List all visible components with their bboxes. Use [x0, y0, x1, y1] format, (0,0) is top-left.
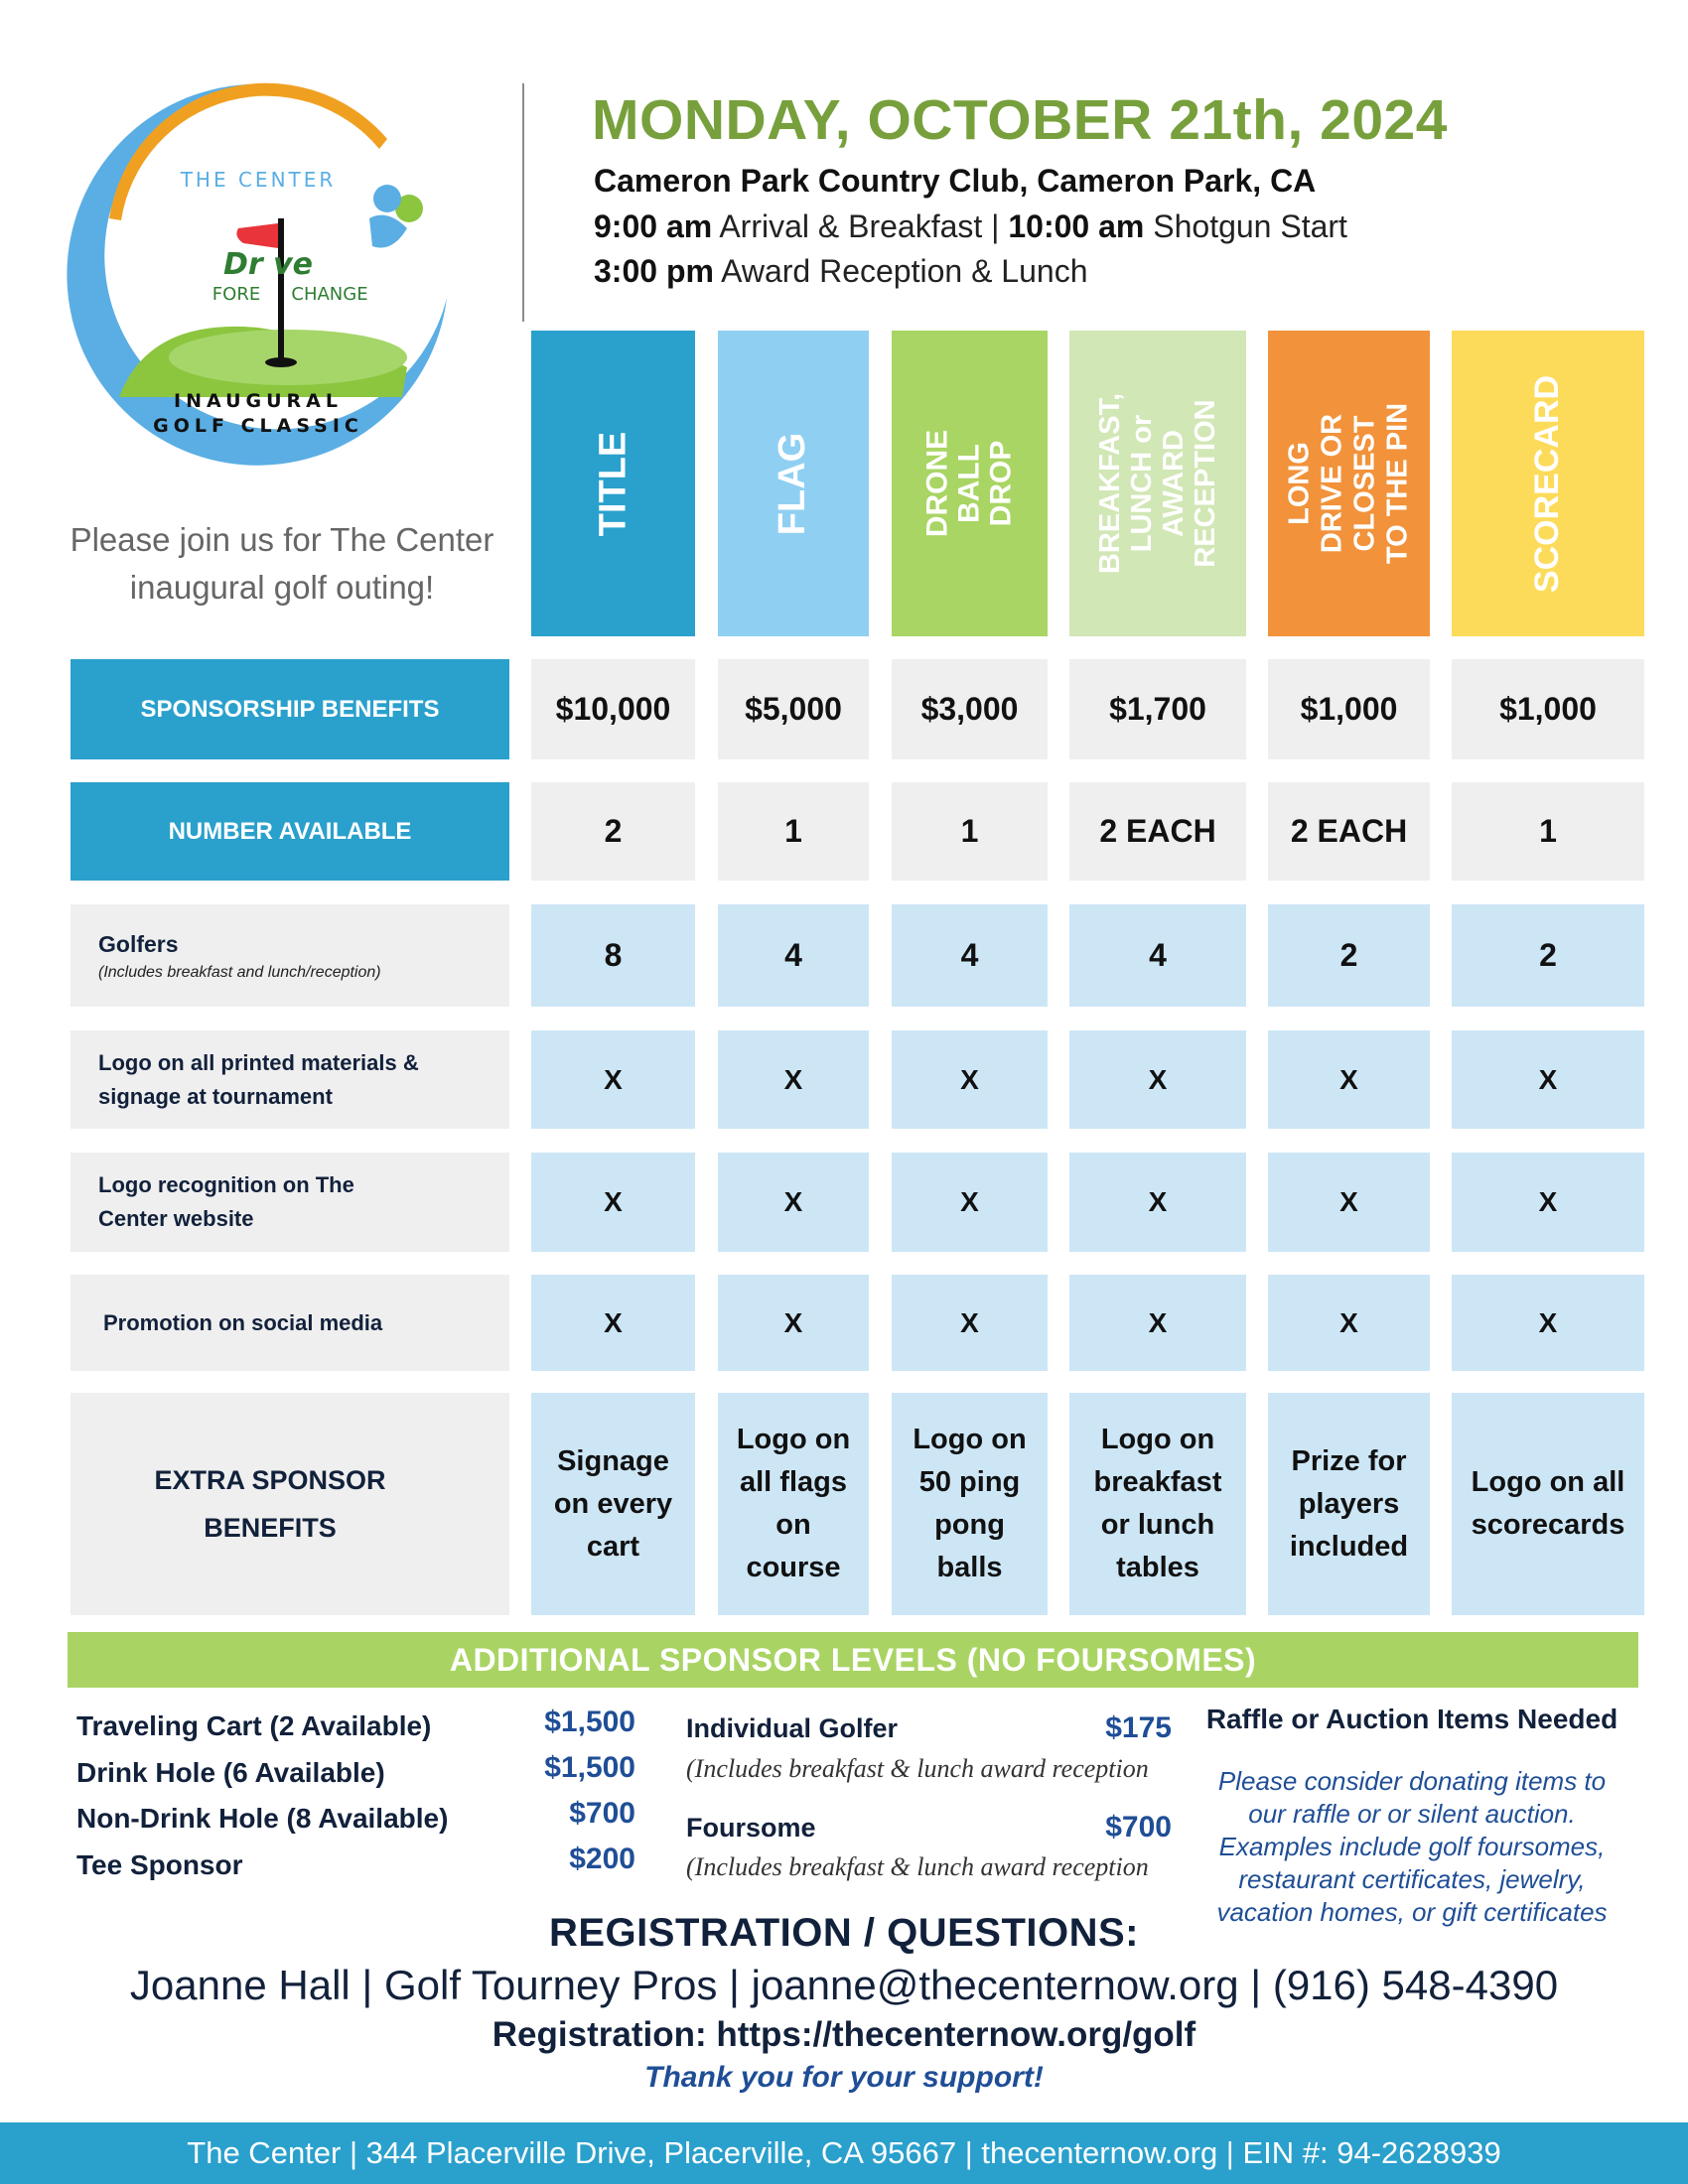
price-cell: $3,000 [892, 659, 1048, 759]
logo-printed-label-2: signage at tournament [98, 1083, 333, 1109]
row-label-golfers [70, 904, 509, 1007]
logo-line1: INAUGURAL [174, 390, 343, 412]
foursome-price: $700 [1105, 1811, 1172, 1843]
logo-printed-cell: X [718, 1030, 869, 1129]
available-cell: 1 [718, 782, 869, 881]
raffle-line: Examples include golf foursomes, [1218, 1832, 1606, 1861]
extra-benefit-cell [531, 1393, 695, 1615]
add-item-price: $700 [569, 1797, 635, 1830]
row-label-logo-web [70, 1153, 509, 1252]
level-header-scorecard [1452, 331, 1644, 636]
logo-line2: GOLF CLASSIC [153, 415, 363, 437]
row-label-available: NUMBER AVAILABLE [70, 782, 509, 881]
add-item-label: Tee Sponsor [76, 1849, 243, 1880]
individual-golfer-label: Individual Golfer [686, 1713, 899, 1743]
available-cell: 2 [531, 782, 695, 881]
logo-web-cell: X [1452, 1153, 1644, 1252]
social-cell: X [1452, 1275, 1644, 1371]
add-item-price: $1,500 [544, 1751, 635, 1784]
individual-golfer-price: $175 [1105, 1711, 1172, 1744]
level-header-title [531, 331, 695, 636]
event-arrival: Arrival & Breakfast | [712, 208, 1009, 244]
footer-text: The Center | 344 Placerville Drive, Placerville, CA 95667 | thecenternow.org | EIN #: 94-2628939 [187, 2135, 1501, 2170]
event-shotgun: Shotgun Start [1144, 208, 1347, 244]
level-name-title: TITLE [591, 431, 633, 536]
registration-title: REGISTRATION / QUESTIONS: [548, 1911, 1139, 1955]
logo-printed-cell: X [1452, 1030, 1644, 1129]
level-name-scorecard: SCORECARD [1528, 374, 1567, 593]
add-item-label: Drink Hole (6 Available) [76, 1757, 385, 1788]
extra-label-1: EXTRA SPONSOR [154, 1465, 386, 1495]
raffle-line: restaurant certificates, jewelry, [1238, 1864, 1586, 1894]
extra-benefit-line: on every [553, 1487, 673, 1520]
logo-web-label-2: Center website [98, 1206, 254, 1231]
registration-url[interactable]: Registration: https://thecenternow.org/golf [492, 2015, 1196, 2054]
extra-label-2: BENEFITS [204, 1513, 337, 1543]
individual-golfer-note: (Includes breakfast & lunch award reception [686, 1754, 1149, 1783]
level-header-longdrive [1268, 331, 1430, 636]
extra-benefit-line: course [746, 1552, 841, 1583]
extra-benefit-line: scorecards [1471, 1509, 1625, 1541]
extra-benefit-line: pong [934, 1509, 1005, 1541]
schedule-line-2 [594, 253, 1087, 290]
extra-benefit-line: players [1298, 1487, 1400, 1520]
registration-contact: Joanne Hall | Golf Tourney Pros | joanne@thecenternow.org | (916) 548-4390 [129, 1962, 1559, 2008]
golfers-note: (Includes breakfast and lunch/reception) [98, 963, 381, 981]
logo-web-cell: X [531, 1153, 695, 1252]
logo-web-cell: X [1268, 1153, 1430, 1252]
raffle-title: Raffle or Auction Items Needed [1205, 1704, 1618, 1734]
golfers-cell: 4 [1069, 904, 1246, 1007]
extra-benefit-line: Logo on [1100, 1424, 1215, 1455]
extra-benefit-cell [1069, 1393, 1246, 1615]
header-divider [522, 83, 524, 322]
level-name-flag: FLAG [772, 432, 814, 535]
extra-benefit-line: Logo on [913, 1424, 1027, 1455]
golfers-cell: 4 [892, 904, 1048, 1007]
raffle-line: our raffle or or silent auction. [1248, 1799, 1576, 1829]
event-date: MONDAY, OCTOBER 21th, 2024 [592, 88, 1448, 152]
social-cell: X [1069, 1275, 1246, 1371]
row-label-sponsorship: SPONSORSHIP BENEFITS [70, 659, 509, 759]
schedule-line-1 [594, 208, 1347, 245]
logo-drive-text: Dr ve [222, 247, 314, 282]
golfers-label: Golfers [98, 930, 179, 957]
social-cell: X [718, 1275, 869, 1371]
golfers-cell: 2 [1452, 904, 1644, 1007]
extra-benefit-line: breakfast [1093, 1466, 1222, 1498]
footer-bar [0, 2122, 1688, 2184]
logo-fore-text: FORE [211, 284, 261, 305]
time-shotgun: 10:00 am [1008, 208, 1145, 244]
foursome-note: (Includes breakfast & lunch award reception [686, 1852, 1149, 1881]
logo-change-text: CHANGE [291, 284, 368, 305]
price-cell: $1,700 [1069, 659, 1246, 759]
thank-you-text: Thank you for your support! [644, 2061, 1044, 2094]
add-item-price: $200 [569, 1843, 635, 1875]
social-cell: X [531, 1275, 695, 1371]
golfers-cell: 4 [718, 904, 869, 1007]
price-cell: $10,000 [531, 659, 695, 759]
extra-benefit-line: Signage [557, 1444, 669, 1477]
extra-benefit-line: tables [1116, 1552, 1199, 1583]
extra-benefit-line: Logo on all [1471, 1466, 1625, 1498]
logo-printed-label-1: Logo on all printed materials & [98, 1049, 419, 1075]
extra-benefit-line: or lunch [1100, 1509, 1215, 1541]
extra-benefit-cell [1268, 1393, 1430, 1615]
logo-web-cell: X [718, 1153, 869, 1252]
extra-benefit-line: balls [936, 1552, 1003, 1583]
time-reception: 3:00 pm [594, 253, 714, 289]
extra-benefit-line: Prize for [1291, 1444, 1407, 1477]
level-header-breakfast [1069, 331, 1246, 636]
golfers-cell: 8 [531, 904, 695, 1007]
raffle-line: Please consider donating items to [1217, 1766, 1607, 1796]
logo-printed-cell: X [892, 1030, 1048, 1129]
logo-org-text: THE CENTER [180, 168, 337, 192]
social-cell: X [1268, 1275, 1430, 1371]
extra-benefit-line: on [775, 1509, 811, 1541]
additional-levels-banner [68, 1632, 1638, 1688]
extra-benefit-line: all flags [740, 1466, 847, 1498]
time-arrival: 9:00 am [594, 208, 713, 244]
logo-printed-cell: X [1268, 1030, 1430, 1129]
social-cell: X [892, 1275, 1048, 1371]
extra-benefit-line: 50 ping [918, 1466, 1021, 1498]
level-header-flag [718, 331, 869, 636]
additional-levels-title: ADDITIONAL SPONSOR LEVELS (NO FOURSOMES) [449, 1641, 1257, 1678]
level-name-drone: DRONE BALL DROP [920, 429, 1018, 538]
raffle-text [1203, 1765, 1620, 1929]
logo-web-label-1: Logo recognition on The [98, 1172, 354, 1197]
event-venue: Cameron Park Country Club, Cameron Park, CA [594, 163, 1317, 199]
logo-printed-cell: X [531, 1030, 695, 1129]
add-item-price: $1,500 [544, 1706, 635, 1738]
level-name-longdrive: LONG DRIVE OR CLOSEST TO THE PIN [1283, 402, 1414, 565]
extra-benefit-cell [1452, 1393, 1644, 1615]
raffle-line: vacation homes, or gift certificates [1216, 1897, 1608, 1927]
extra-benefit-cell [718, 1393, 869, 1615]
golfers-cell: 2 [1268, 904, 1430, 1007]
level-name-breakfast: BREAKFAST, LUNCH or AWARD RECEPTION [1094, 392, 1222, 575]
intro-text: Please join us for The Center inaugural golf outing! [70, 521, 494, 606]
row-label-extra [70, 1393, 509, 1615]
extra-benefit-line: cart [586, 1530, 640, 1563]
row-label-social: Promotion on social media [70, 1275, 509, 1371]
extra-benefit-line: Logo on [736, 1424, 851, 1455]
available-cell: 1 [1452, 782, 1644, 881]
logo-printed-cell: X [1069, 1030, 1246, 1129]
event-logo [60, 69, 467, 477]
level-header-drone [892, 331, 1048, 636]
foursome-label: Foursome [686, 1813, 816, 1843]
extra-benefit-cell [892, 1393, 1048, 1615]
add-item-label: Traveling Cart (2 Available) [76, 1710, 432, 1741]
event-reception: Award Reception & Lunch [713, 253, 1088, 289]
available-cell: 2 EACH [1069, 782, 1246, 881]
logo-web-cell: X [892, 1153, 1048, 1252]
logo-web-cell: X [1069, 1153, 1246, 1252]
price-cell: $1,000 [1452, 659, 1644, 759]
price-cell: $1,000 [1268, 659, 1430, 759]
add-item-label: Non-Drink Hole (8 Available) [76, 1803, 449, 1834]
row-label-logo-printed [70, 1030, 509, 1129]
available-cell: 2 EACH [1268, 782, 1430, 881]
available-cell: 1 [892, 782, 1048, 881]
price-cell: $5,000 [718, 659, 869, 759]
extra-benefit-line: included [1289, 1530, 1409, 1563]
